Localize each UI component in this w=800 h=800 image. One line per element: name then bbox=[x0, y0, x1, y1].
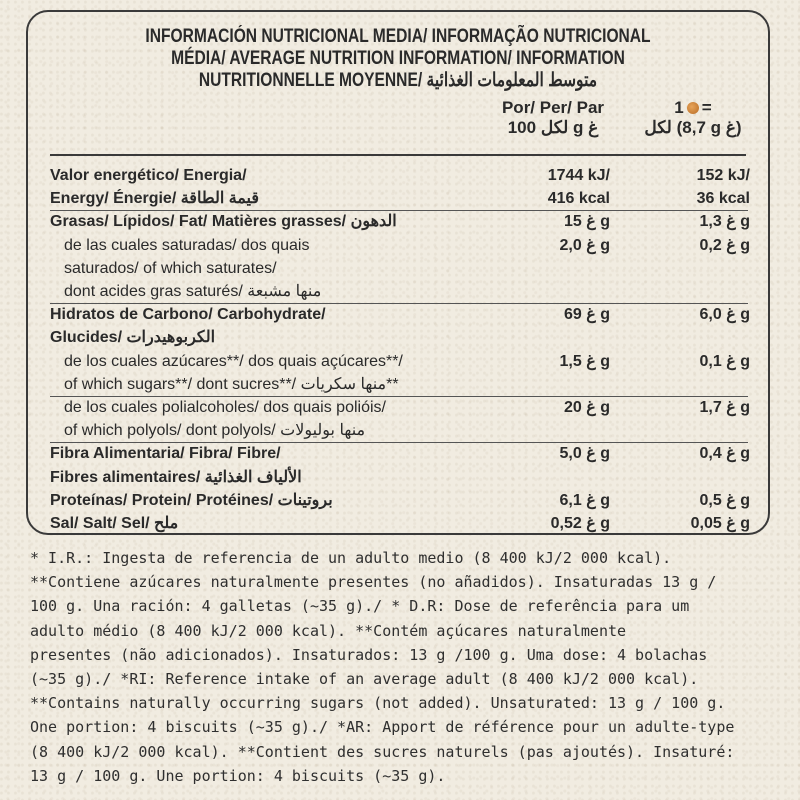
nutrient-label bbox=[50, 466, 515, 489]
nutrient-label-text: de los cuales polialcoholes/ dos quais polióis/ bbox=[64, 399, 386, 416]
nutrient-label-text: of which polyols/ dont polyols/ منها بوليولات bbox=[64, 422, 366, 440]
nutrient-label bbox=[64, 234, 529, 257]
table-row bbox=[50, 164, 748, 187]
value-per-100g: غ 0,52 g bbox=[550, 515, 610, 532]
nutrient-label-text: Fibra Alimentaria/ Fibra/ Fibre/ bbox=[50, 445, 281, 463]
nutrient-label-text: saturados/ of which saturates/ bbox=[64, 259, 277, 277]
nutrient-label bbox=[50, 512, 515, 535]
table-row bbox=[50, 326, 748, 349]
nutrient-label-text: of which sugars**/ dont sucres**/ منها سكريات** bbox=[64, 375, 399, 393]
value-per-100g: 1744 kJ/ bbox=[547, 167, 610, 184]
nutrient-label bbox=[64, 396, 529, 419]
value-per-portion: غ 1,3 g bbox=[699, 213, 750, 231]
nutrient-label-text: Glucides/ الكربوهيدرات bbox=[50, 329, 216, 347]
value-per-100g: غ 6,1 g bbox=[559, 491, 610, 509]
nutrition-panel bbox=[26, 10, 770, 535]
nutrient-label bbox=[50, 326, 515, 349]
value-per-100g: غ 69 g bbox=[563, 306, 610, 324]
table-row bbox=[50, 350, 748, 373]
footnote-line: One portion: 4 biscuits (~35 g)./ *AR: Apport de référence pour un adulte-type bbox=[30, 718, 735, 737]
value-per-100g: غ 2,0 g bbox=[559, 236, 610, 254]
nutrient-label-text: de los cuales azúcares**/ dos quais açúcares**/ bbox=[64, 352, 403, 370]
value-per-portion: غ 0,1 g bbox=[699, 352, 750, 370]
biscuit-icon bbox=[687, 102, 699, 114]
nutrient-label-text: Hidratos de Carbono/ Carbohydrate/ bbox=[50, 306, 326, 324]
nutrient-label bbox=[64, 419, 529, 442]
value-per-portion: غ 0,05 g bbox=[690, 515, 750, 532]
value-per-portion: 36 kcal bbox=[696, 190, 750, 208]
footnote-line: (8 400 kJ/2 000 kcal). **Contient des sucres naturels (pas ajoutés). Insaturé: bbox=[30, 742, 735, 761]
footnote-line: **Contiene azúcares naturalmente presentes (no añadidos). Insaturadas 13 g / bbox=[30, 573, 717, 592]
nutrition-title bbox=[95, 26, 702, 92]
column-header-per-portion bbox=[618, 98, 768, 138]
footnote-line: presentes (não adicionados). Insaturados: 13 g /100 g. Uma dose: 4 bolachas bbox=[30, 645, 708, 664]
footnote-line: adulto médio (8 400 kJ/2 000 kcal). **Contém açúcares naturalmente bbox=[30, 621, 627, 640]
column-header-line: لكل (8,7 g غ) bbox=[644, 118, 742, 137]
portion-count: 1 bbox=[674, 98, 684, 117]
nutrient-label bbox=[64, 257, 529, 280]
nutrient-label bbox=[50, 187, 515, 210]
value-per-100g: غ 5,0 g bbox=[559, 445, 610, 463]
equals-sign: = bbox=[701, 98, 712, 117]
table-row bbox=[50, 303, 748, 326]
column-header-per-100g bbox=[468, 98, 638, 138]
footnote-line: **Contains naturally occurring sugars (not added). Unsaturated: 13 g / 100 g. bbox=[30, 694, 726, 713]
nutrient-label-text: Grasas/ Lípidos/ Fat/ Matières grasses/ الدهون bbox=[50, 213, 397, 231]
value-per-100g: غ 1,5 g bbox=[559, 352, 610, 370]
table-row bbox=[50, 489, 748, 512]
title-line: INFORMACIÓN NUTRICIONAL MEDIA/ INFORMAÇÃO NUTRICIONAL bbox=[145, 26, 651, 47]
nutrient-label bbox=[50, 442, 515, 465]
table-row bbox=[50, 234, 748, 257]
table-row bbox=[50, 187, 748, 211]
footnote-line: (~35 g)./ *RI: Reference intake of an average adult (8 400 kJ/2 000 kcal). bbox=[30, 670, 699, 689]
column-header-line: Por/ Per/ Par bbox=[501, 98, 605, 117]
nutrient-label-text: dont acides gras saturés/ منها مشبعة bbox=[64, 283, 322, 300]
footnote bbox=[30, 546, 775, 788]
value-per-portion: غ 0,5 g bbox=[699, 491, 750, 509]
nutrient-label-text: Valor energético/ Energia/ bbox=[50, 167, 247, 184]
value-per-100g: 416 kcal bbox=[547, 190, 610, 208]
table-row bbox=[50, 210, 748, 233]
nutrient-label-text: Fibres alimentaires/ الألياف الغذائية bbox=[50, 468, 302, 486]
value-per-portion: غ 1,7 g bbox=[699, 399, 750, 416]
value-per-portion: غ 6,0 g bbox=[699, 306, 750, 324]
nutrient-label-text: Energy/ Énergie/ قيمة الطاقة bbox=[50, 190, 260, 208]
nutrient-label-text: Proteínas/ Protein/ Protéines/ بروتينات bbox=[50, 491, 333, 509]
value-per-portion: غ 0,4 g bbox=[699, 445, 750, 463]
nutrient-label bbox=[64, 350, 529, 373]
header-divider bbox=[50, 154, 746, 156]
footnote-line: * I.R.: Ingesta de referencia de un adulto medio (8 400 kJ/2 000 kcal). bbox=[30, 549, 672, 567]
title-line: NUTRITIONNELLE MOYENNE/ متوسط المعلومات الغذائية bbox=[198, 70, 598, 91]
nutrient-label bbox=[50, 164, 515, 187]
table-row bbox=[50, 373, 748, 397]
column-header-line: لكل 100 g غ bbox=[507, 118, 599, 137]
table-row bbox=[50, 280, 748, 304]
table-row bbox=[50, 442, 748, 465]
table-row bbox=[50, 396, 748, 419]
footnote-line: 13 g / 100 g. Une portion: 4 biscuits (~35 g). bbox=[30, 766, 446, 785]
table-row bbox=[50, 257, 748, 280]
value-per-portion: غ 0,2 g bbox=[699, 236, 750, 254]
column-header-line bbox=[618, 98, 768, 118]
table-row bbox=[50, 466, 748, 489]
table-row bbox=[50, 419, 748, 443]
nutrient-label bbox=[64, 373, 529, 396]
value-per-100g: غ 20 g bbox=[563, 399, 610, 416]
nutrient-label bbox=[50, 489, 515, 512]
value-per-100g: غ 15 g bbox=[563, 213, 610, 231]
title-line: MÉDIA/ AVERAGE NUTRITION INFORMATION/ INFORMATION bbox=[171, 48, 625, 69]
nutrient-label bbox=[50, 210, 515, 233]
nutrient-label bbox=[64, 280, 529, 303]
nutrient-label-text: Sal/ Salt/ Sel/ ملح bbox=[50, 515, 179, 532]
value-per-portion: 152 kJ/ bbox=[696, 167, 750, 184]
footnote-line: 100 g. Una ración: 4 galletas (~35 g)./ * D.R: Dose de referência para um bbox=[30, 597, 690, 616]
nutrient-label-text: de las cuales saturadas/ dos quais bbox=[64, 236, 310, 254]
table-row bbox=[50, 512, 748, 535]
nutrient-label bbox=[50, 303, 515, 326]
